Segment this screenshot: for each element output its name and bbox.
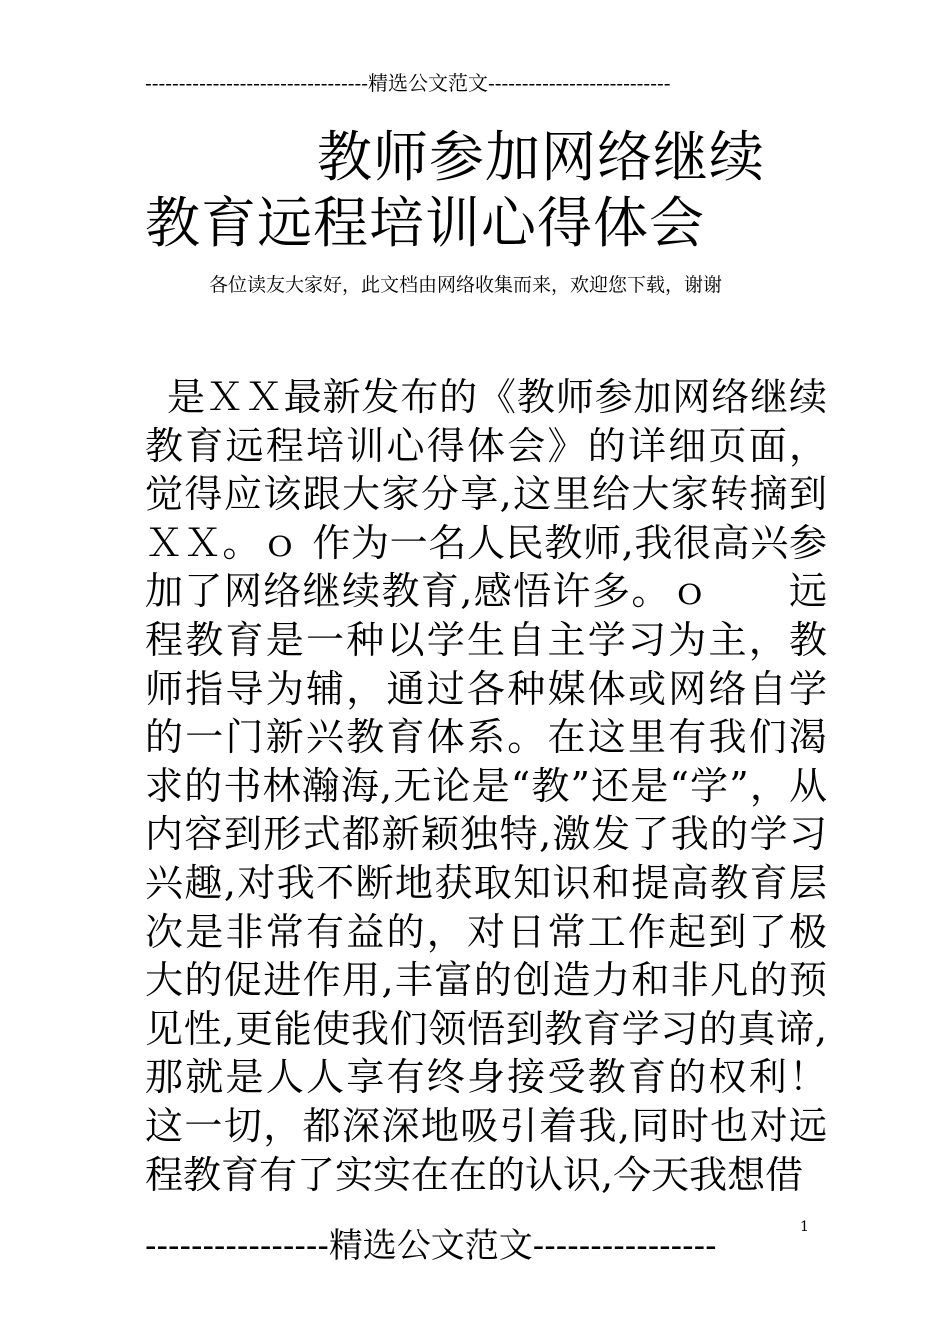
title-line-1: 教师参加网络继续 bbox=[317, 125, 766, 189]
page-header: ---------------------------------精选公文范文--------------------------- bbox=[145, 71, 671, 95]
title-line-2: 教育远程培训心得体会 bbox=[145, 191, 706, 255]
page-footer: ----------------精选公文范文---------------- bbox=[145, 1226, 717, 1266]
page-number: 1 bbox=[800, 1219, 809, 1235]
body-paragraph: 是ＸＸ最新发布的《教师参加网络继续教育远程培训心得体会》的详细页面，觉得应该跟大家分享,这里给大家转摘到ＸＸ。ｏ 作为一名人民教师,我很高兴参加了网络继续教育,感悟许多。ｏ 远程教育是一种以学生自主学习为主，教师指导为辅，通过各种媒体或网络自学的一门新兴教育体系。在这里有我们渴求的书林瀚海,无论是“教”还是“学”，从内容到形式都新颖独特,激发了我的学习兴趣,对我不断地获取知识和提高教育层次是非常有益的，对日常工作起到了极大的促进作用,丰富的创造力和非凡的预见性,更能使我们领悟到教育学习的真谛,那就是人人享有终身接受教育的权利！这一切，都深深地吸引着我,同时也对远程教育有了实实在在的认识,今天我想借 bbox=[145, 375, 827, 1197]
intro-note: 各位读友大家好，此文档由网络收集而来，欢迎您下载，谢谢 bbox=[209, 274, 723, 296]
document-title bbox=[145, 124, 825, 256]
